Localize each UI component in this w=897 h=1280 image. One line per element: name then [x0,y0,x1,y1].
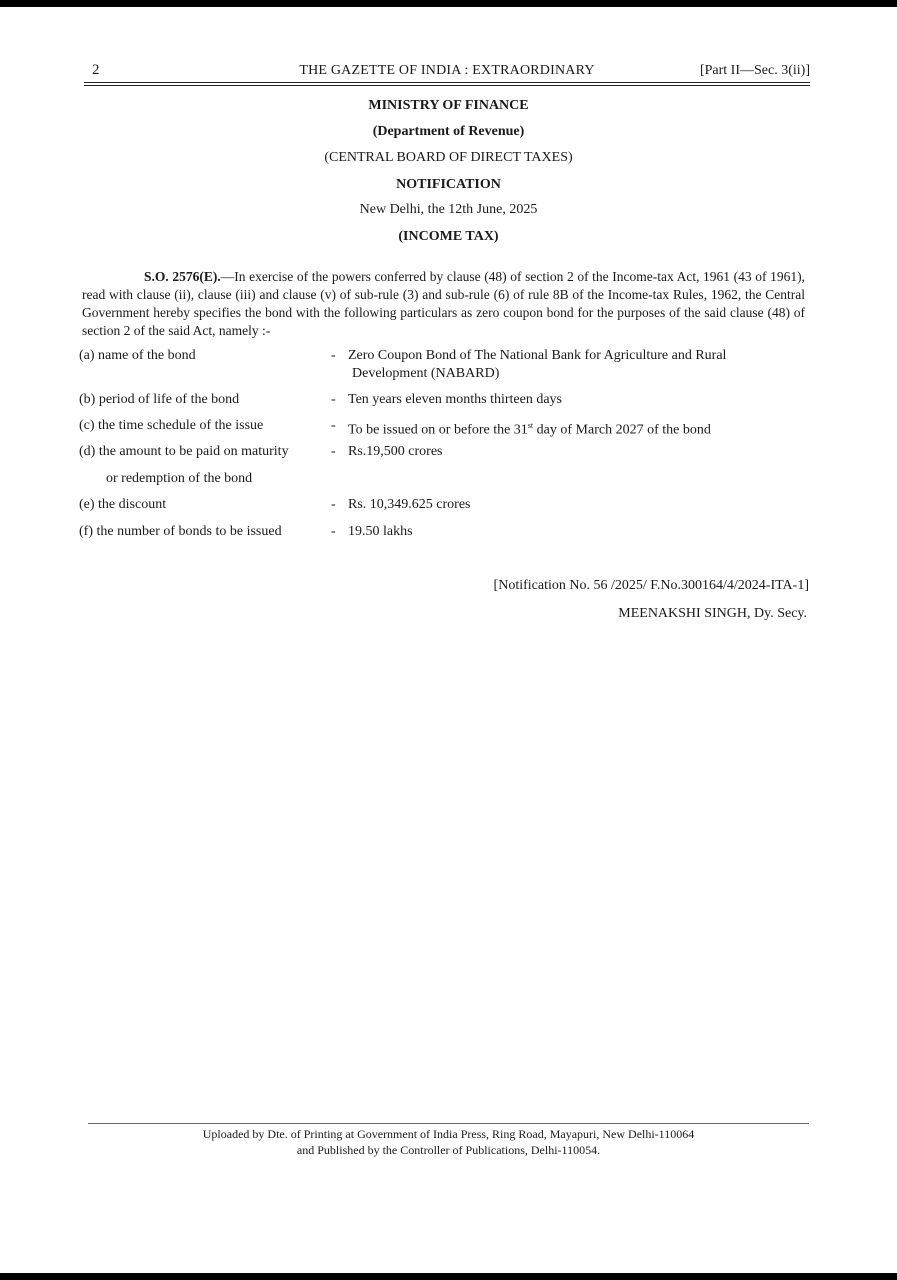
value-text-end: day of March 2027 of the bond [533,422,711,438]
so-number: S.O. 2576(E). [144,269,221,284]
top-border-bar [0,0,897,7]
place-date: New Delhi, the 12th June, 2025 [359,202,538,217]
particular-label: (e) the discount [79,497,167,512]
particular-dash: - [331,392,336,407]
particular-label: (c) the time schedule of the issue [79,418,264,433]
publication-title: THE GAZETTE OF INDIA : EXTRAORDINARY [299,63,595,78]
particular-dash: - [331,524,336,539]
footer-rule [88,1123,809,1124]
notification-heading: NOTIFICATION [396,177,501,192]
particular-value [348,418,768,439]
notification-reference: [Notification No. 56 /2025/ F.No.300164/4/2024-ITA-1] [493,578,809,593]
particular-value-cont: Development (NABARD) [352,366,500,381]
particular-dash: - [331,444,336,459]
particular-dash: - [331,497,336,512]
particular-label: (b) period of life of the bond [79,392,240,407]
running-head [84,62,810,82]
notification-paragraph [82,268,805,340]
subject-heading: (INCOME TAX) [398,229,499,244]
ministry-heading: MINISTRY OF FINANCE [368,98,529,113]
header-rule-top [84,82,810,83]
bottom-border-bar [0,1273,897,1280]
signatory: MEENAKSHI SINGH, Dy. Secy. [618,606,807,621]
part-section: [Part II—Sec. 3(ii)] [699,63,810,78]
value-text: To be issued on or before the 31 [348,422,528,438]
particular-value: Rs. 10,349.625 crores [348,497,471,512]
particular-label-cont: or redemption of the bond [106,471,253,486]
department-heading: (Department of Revenue) [372,124,525,139]
particular-value: Ten years eleven months thirteen days [348,392,563,407]
particular-value: Zero Coupon Bond of The National Bank for Agriculture and Rural [348,348,727,363]
footer-line-1: Uploaded by Dte. of Printing at Government of India Press, Ring Road, Mayapuri, New Delhi-110064 [202,1127,695,1141]
particular-dash: - [331,418,336,433]
page-number: 2 [92,62,100,78]
particular-value: Rs.19,500 crores [348,444,443,459]
header-rule-bottom [84,85,810,86]
particular-label: (d) the amount to be paid on maturity [79,444,289,459]
board-heading: (CENTRAL BOARD OF DIRECT TAXES) [324,150,573,165]
particular-dash: - [331,348,336,363]
particular-value: 19.50 lakhs [348,524,413,539]
value-superscript: st [527,421,534,430]
footer-line-2: and Published by the Controller of Publications, Delhi-110054. [296,1143,601,1157]
particular-label: (f) the number of bonds to be issued [79,524,282,539]
particular-label: (a) name of the bond [79,348,196,363]
notification-text: —In exercise of the powers conferred by clause (48) of section 2 of the Income-tax Act, 1961 (43 of 1961), read with clause (ii), clause (iii) and clause (v) of sub-rule (3) and sub-rule (6) of rule 8B of the Income-tax Rules, 1962, the Central Government hereby specifies the bond with the following particulars as zero coupon bond for the purposes of the said clause (48) of section 2 of the said Act, namely :- [82,269,805,338]
